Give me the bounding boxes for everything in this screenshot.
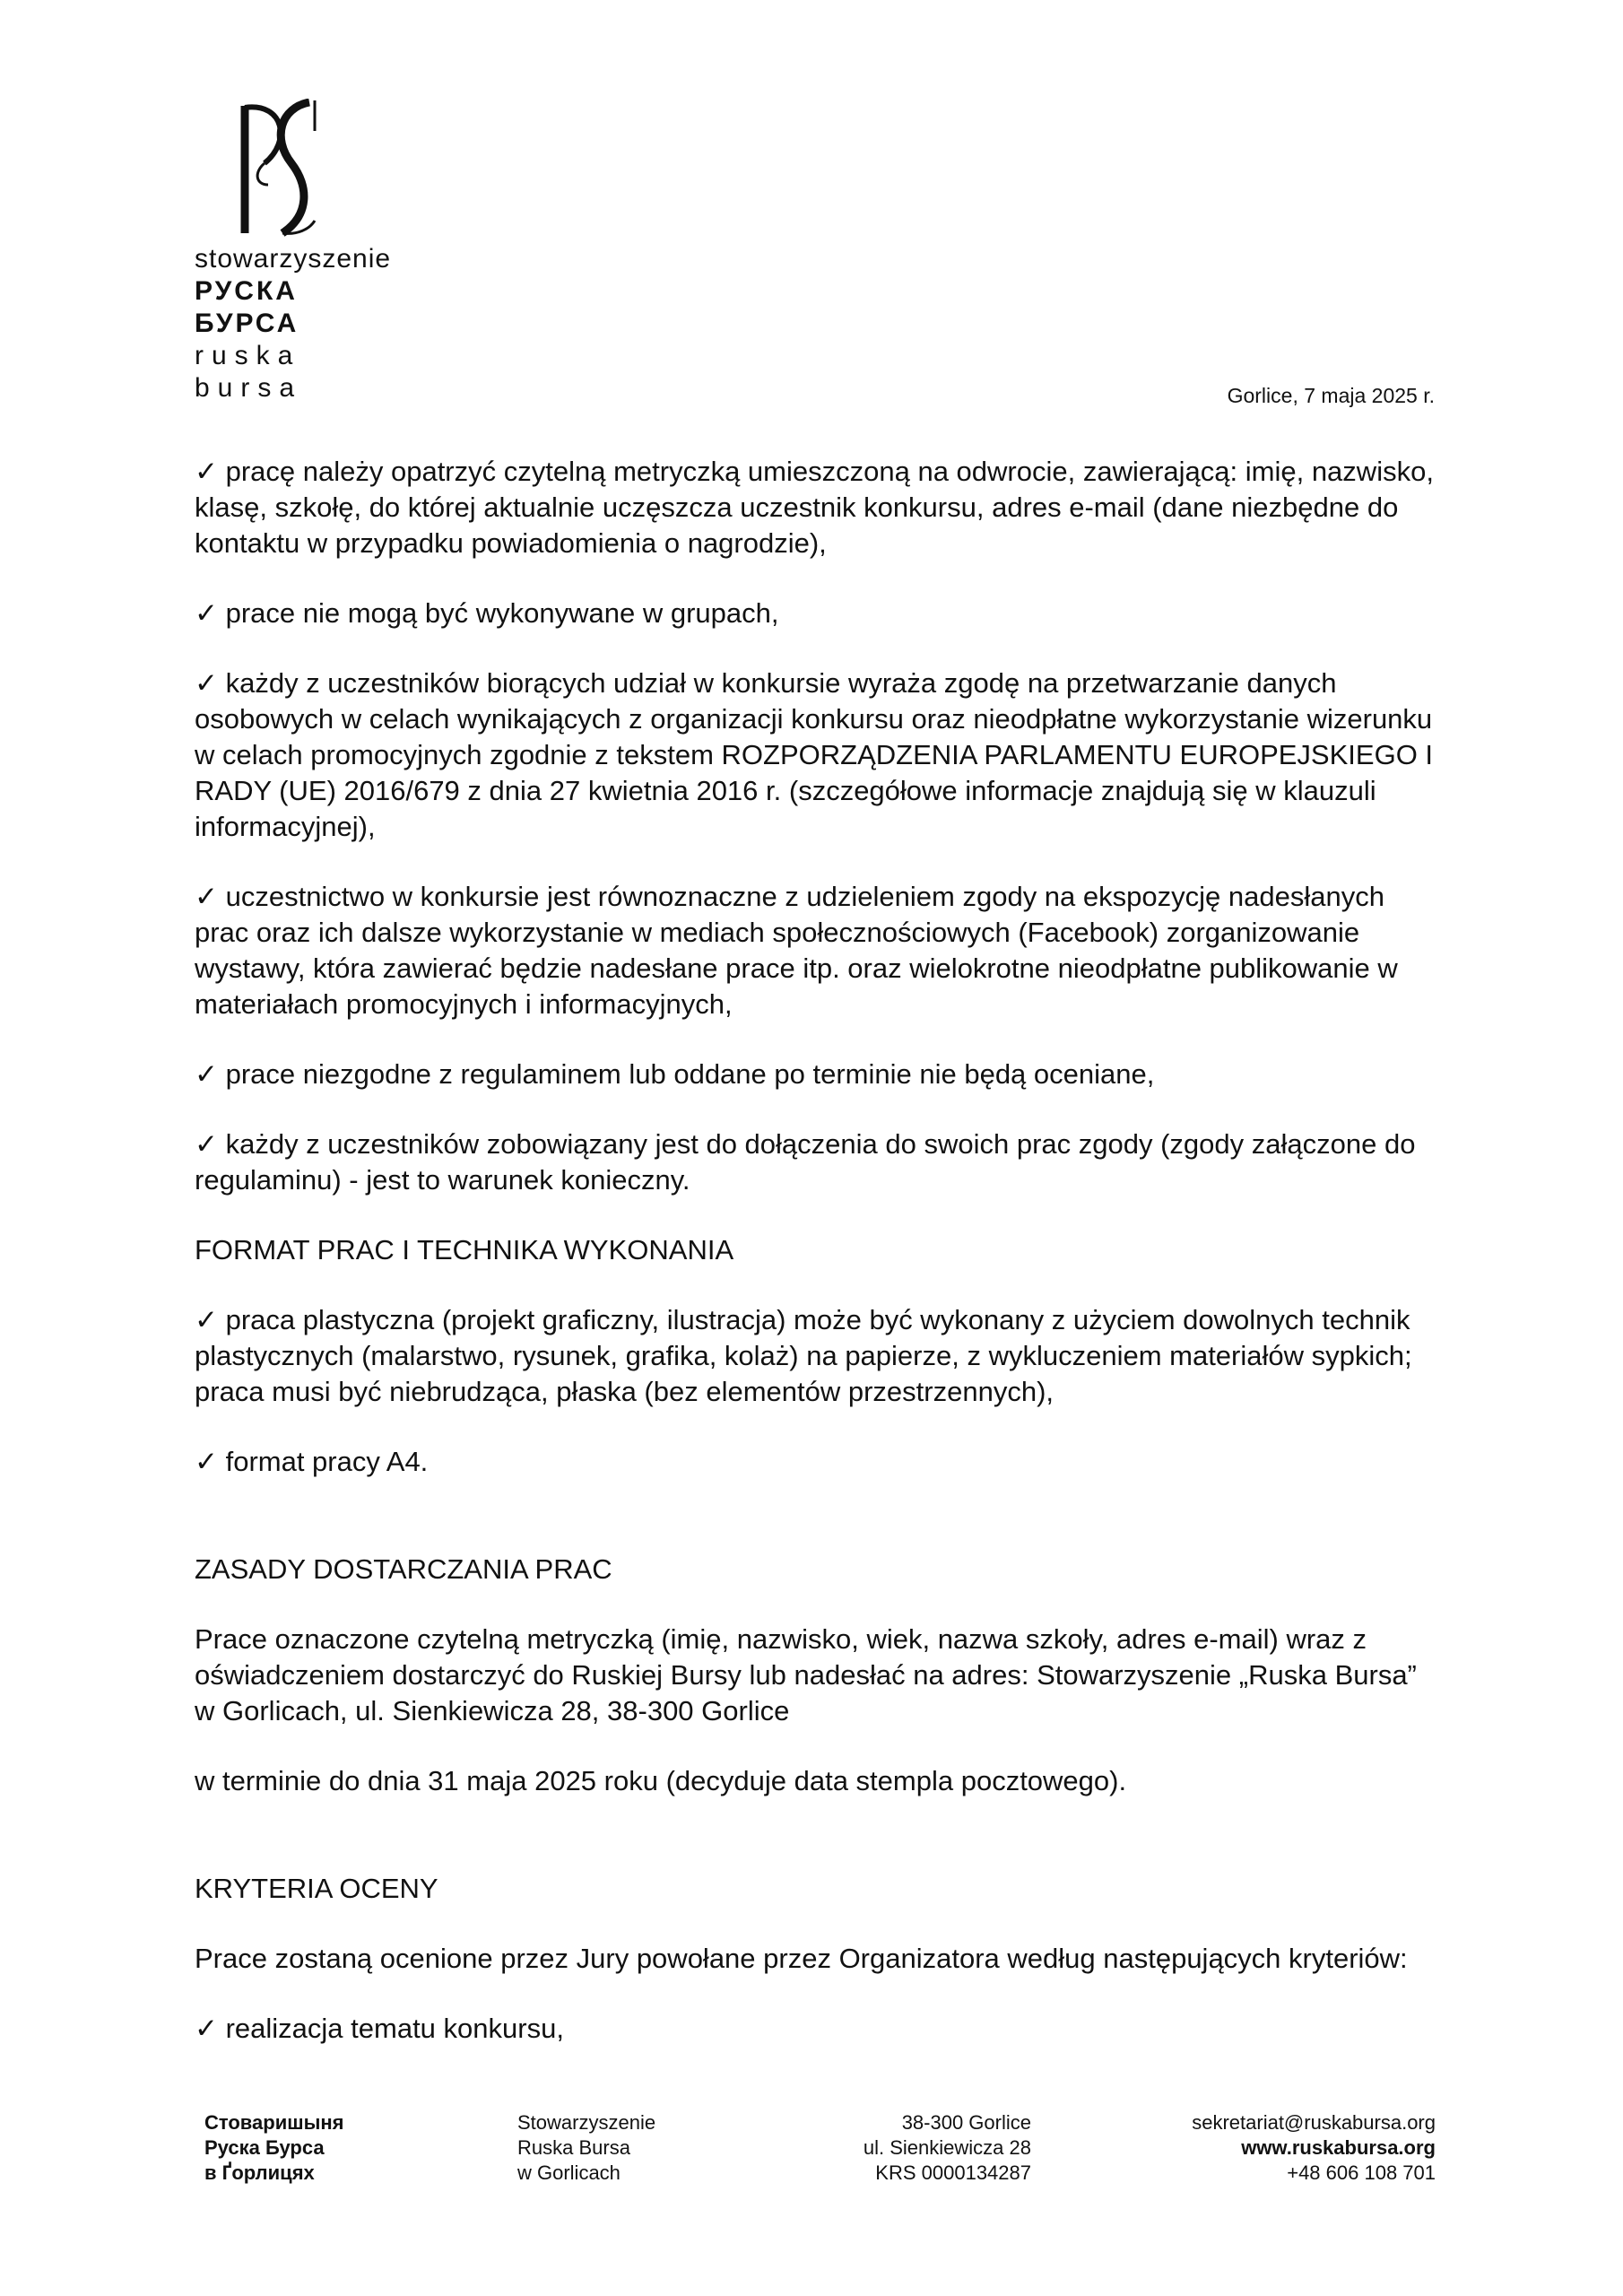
- delivery-deadline: w terminie do dnia 31 maja 2025 roku (decyduje data stempla pocztowego).: [195, 1765, 1127, 1796]
- delivery-paragraph: Prace oznaczone czytelną metryczką (imię, nazwisko, wiek, nazwa szkoły, adres e-mail) wraz z oświadczeniem dostarczyć do Ruskiej Bursy lub nadesłać na adres: Stowarzyszenie „Ruska Bursa” w Gorlicach, ul. Sienkiewicza 28, 38-300 Gorlice: [195, 1623, 1417, 1726]
- criteria-intro: Prace zostaną ocenione przez Jury powołane przez Organizatora według następujących kryteriów:: [195, 1943, 1408, 1974]
- rule-item: ✓ prace niezgodne z regulaminem lub oddane po terminie nie będą oceniane,: [195, 1057, 1441, 1092]
- footer-phone: +48 606 108 701: [1287, 2161, 1436, 2184]
- footer-org-polish: Stowarzyszenie Ruska Bursa w Gorlicach: [517, 2111, 656, 2184]
- organization-logo: [195, 99, 401, 404]
- footer-org-cyrillic: Стоваришыня Руска Бурса в Ґорлицях: [204, 2111, 344, 2184]
- format-item: ✓ format pracy A4.: [195, 1444, 1441, 1480]
- rule-item: ✓ uczestnictwo w konkursie jest równoznaczne z udzieleniem zgody na ekspozycję nadesłanych prac oraz ich dalsze wykorzystanie w mediach społecznościowych (Facebook) zorganizowanie wystawy, która zawierać będzie nadesłane prace itp. oraz wielokrotne nieodpłatne publikowanie w materiałach promocyjnych i informacyjnych,: [195, 879, 1441, 1022]
- logo-text-cyrillic: РУСКА БУРСА: [195, 276, 299, 338]
- section-heading-delivery: ZASADY DOSTARCZANIA PRAC: [195, 1553, 612, 1585]
- format-item: ✓ praca plastyczna (projekt graficzny, ilustracja) może być wykonany z użyciem dowolnych technik plastycznych (malarstwo, rysunek, grafika, kolaż) na papierze, z wykluczeniem materiałów sypkich; praca musi być niebrudząca, płaska (bez elementów przestrzennych),: [195, 1302, 1441, 1410]
- footer-contact: [1192, 2110, 1436, 2186]
- footer-address: 38-300 Gorlice ul. Sienkiewicza 28 KRS 0000134287: [863, 2111, 1031, 2184]
- logo-text-stowarzyszenie: stowarzyszenie: [195, 244, 392, 274]
- rule-item: ✓ każdy z uczestników zobowiązany jest do dołączenia do swoich prac zgody (zgody załączone do regulaminu) - jest to warunek konieczny.: [195, 1126, 1441, 1198]
- rule-item: ✓ prace nie mogą być wykonywane w grupach,: [195, 596, 1441, 631]
- footer-email[interactable]: sekretariat@ruskabursa.org: [1192, 2111, 1436, 2134]
- section-heading-criteria: KRYTERIA OCENY: [195, 1873, 438, 1904]
- rule-item: ✓ pracę należy opatrzyć czytelną metryczką umieszczoną na odwrocie, zawierającą: imię, nazwisko, klasę, szkołę, do której aktualnie uczęszcza uczestnik konkursu, adres e-mail (dane niezbędne do kontaktu w przypadku powiadomienia o nagrodzie),: [195, 454, 1441, 561]
- logo-text-ruska-bursa: ruska bursa: [195, 341, 303, 403]
- section-heading-format: FORMAT PRAC I TECHNIKA WYKONANIA: [195, 1234, 734, 1265]
- criteria-item: ✓ realizacja tematu konkursu,: [195, 2011, 1441, 2047]
- document-date: Gorlice, 7 maja 2025 r.: [1227, 384, 1435, 407]
- document-body: [195, 454, 1441, 2081]
- footer-website[interactable]: www.ruskabursa.org: [1241, 2136, 1436, 2159]
- rule-item: ✓ każdy z uczestników biorących udział w konkursie wyraża zgodę na przetwarzanie danych osobowych w celach wynikających z organizacji konkursu oraz nieodpłatne wykorzystanie wizerunku w celach promocyjnych zgodnie z tekstem ROZPORZĄDZENIA PARLAMENTU EUROPEJSKIEGO I RADY (UE) 2016/679 z dnia 27 kwietnia 2016 r. (szczegółowe informacje znajdują się w klauzuli informacyjnej),: [195, 665, 1441, 845]
- rb-monogram-icon: [232, 99, 331, 238]
